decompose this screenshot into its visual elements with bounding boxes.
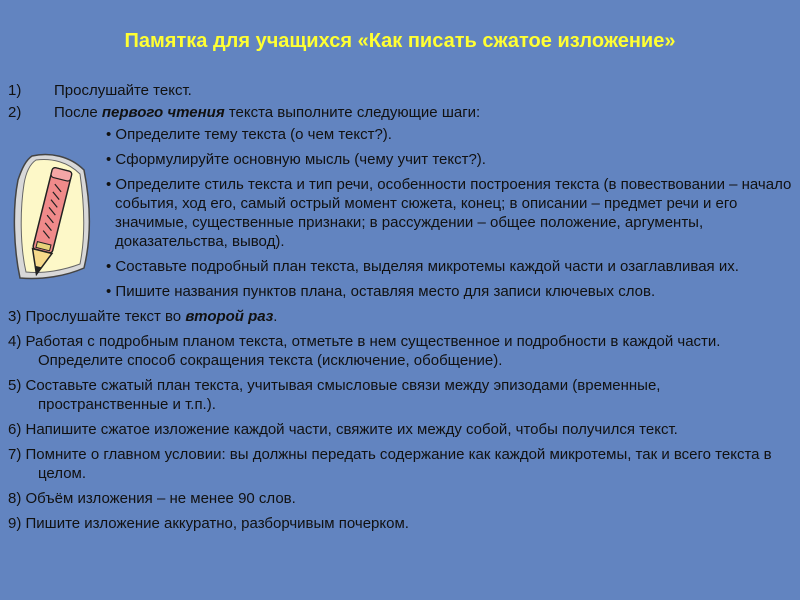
list-item: 2) После первого чтения текста выполните следующие шаги:: [8, 104, 481, 121]
list-item: • Пишите названия пунктов плана, оставляя место для записи ключевых слов.: [106, 283, 656, 300]
list-item: • Определите тему текста (о чем текст?).: [106, 126, 392, 143]
page-title: Памятка для учащихся «Как писать сжатое изложение»: [124, 30, 676, 52]
list-item: 5) Составьте сжатый план текста, учитывая смысловые связи между эпизодами (временные, пространственные и т.п.).: [8, 377, 661, 413]
list-item: 1) Прослушайте текст.: [8, 82, 192, 99]
instruction-list: [8, 81, 792, 539]
list-item: 8) Объём изложения – не менее 90 слов.: [8, 490, 296, 507]
list-item: • Определите стиль текста и тип речи, особенности построения текста (в повествовании – начало события, ход его, самый острый момент сюжета, конец; в описании – предмет речи и его значимые, существенные признаки; в рассуждении – общее положение, аргументы, доказательства, вывод).: [106, 176, 792, 250]
list-item: 7) Помните о главном условии: вы должны передать содержание как каждой микротемы, так и всего текста в целом.: [8, 446, 772, 482]
list-item: 4) Работая с подробным планом текста, отметьте в нем существенное и подробности в каждой части. Определите способ сокращения текста (исключение, обобщение).: [8, 333, 721, 369]
list-item: • Сформулируйте основную мысль (чему учит текст?).: [106, 151, 486, 168]
list-item: 3) Прослушайте текст во второй раз.: [8, 308, 278, 325]
list-item: • Составьте подробный план текста, выделяя микротемы каждой части и озаглавливая их.: [106, 258, 739, 275]
list-item: 6) Напишите сжатое изложение каждой части, свяжите их между собой, чтобы получился текст.: [8, 421, 678, 438]
list-item: 9) Пишите изложение аккуратно, разборчивым почерком.: [8, 515, 409, 532]
